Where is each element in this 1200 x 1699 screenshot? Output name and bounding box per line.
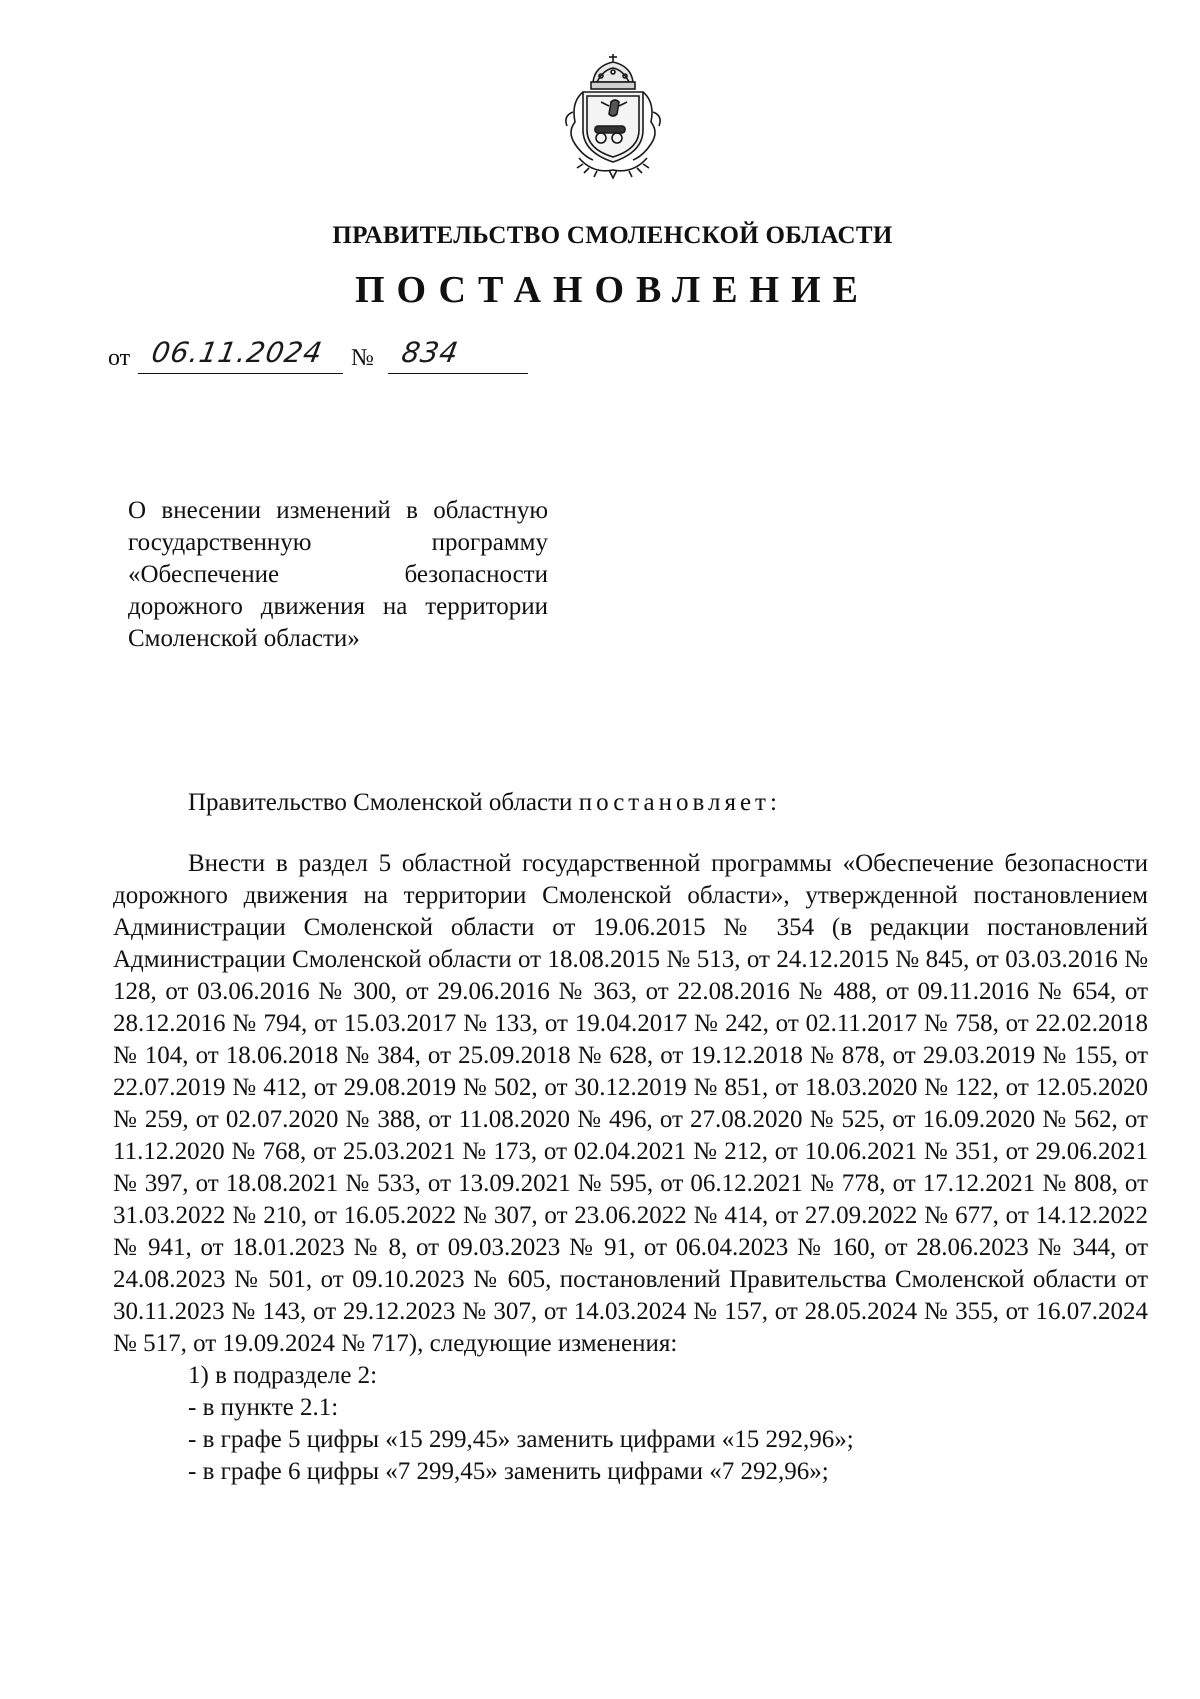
date-value: 06.11.2024 — [149, 336, 326, 369]
list-item: - в графе 6 цифры «7 299,45» заменить цифрами «7 292,96»; — [188, 1458, 829, 1485]
document-type-title: ПОСТАНОВЛЕНИЕ — [354, 269, 871, 311]
document-date-number — [108, 332, 628, 378]
date-field — [138, 333, 343, 374]
document-subject: О внесении изменений в областную государственную программу «Обеспечение безопасности дорожного движения на территории Смоленской области» — [128, 497, 548, 652]
date-label: от — [108, 345, 131, 371]
list-item: - в пункте 2.1: — [188, 1394, 339, 1421]
list-item: 1) в подразделе 2: — [188, 1362, 378, 1389]
intro-prefix: Правительство Смоленской области — [188, 789, 579, 816]
government-name: ПРАВИТЕЛЬСТВО СМОЛЕНСКОЙ ОБЛАСТИ — [332, 222, 893, 249]
number-label: № — [351, 345, 374, 371]
number-field — [388, 333, 528, 374]
list-item: - в графе 5 цифры «15 299,45» заменить цифрами «15 292,96»; — [188, 1426, 854, 1453]
main-paragraph: Внести в раздел 5 областной государственной программы «Обеспечение безопасности дорожного движения на территории Смоленской области», утвержденной постановлением Администрации Смоленской области от 19.06.2015 № 354 (в редакции постановлений Администрации Смоленской области от 18.08.2015 № 513, от 24.12.2015 № 845, от 03.03.2016 № 128, от 03.06.2016 № 300, от 29.06.2016 № 363, от 22.08.2016 № 488, от 09.11.2016 № 654, от 28.12.2016 № 794, от 15.03.2017 № 133, от 19.04.2017 № 242, от 02.11.2017 № 758, от 22.02.2018 № 104, от 18.06.2018 № 384, от 25.09.2018 № 628, от 19.12.2018 № 878, от 29.03.2019 № 155, от 22.07.2019 № 412, от 29.08.2019 № 502, от 30.12.2019 № 851, от 18.03.2020 № 122, от 12.05.2020 № 259, от 02.07.2020 № 388, от 11.08.2020 № 496, от 27.08.2020 № 525, от 16.09.2020 № 562, от 11.12.2020 № 768, от 25.03.2021 № 173, от 02.04.2021 № 212, от 10.06.2021 № 351, от 29.06.2021 № 397, от 18.08.2021 № 533, от 13.09.2021 № 595, от 06.12.2021 № 778, от 17.12.2021 № 808, от 31.03.2022 № 210, от 16.05.2022 № 307, от 23.06.2022 № 414, от 27.09.2022 № 677, от 14.12.2022 № 941, от 18.01.2023 № 8, от 09.03.2023 № 91, от 06.04.2023 № 160, от 28.06.2023 № 344, от 24.08.2023 № 501, от 09.10.2023 № 605, постановлений Правительства Смоленской области от 30.11.2023 № 143, от 29.12.2023 № 307, от 14.03.2024 № 157, от 28.05.2024 № 355, от 16.07.2024 № 517, от 19.09.2024 № 717), следующие изменения: — [113, 850, 1148, 1357]
intro-line — [113, 787, 1148, 819]
document-body — [113, 787, 1148, 1488]
number-value: 834 — [399, 336, 462, 369]
coat-of-arms-icon — [553, 52, 673, 182]
intro-decree-word: постановляет: — [578, 789, 781, 816]
